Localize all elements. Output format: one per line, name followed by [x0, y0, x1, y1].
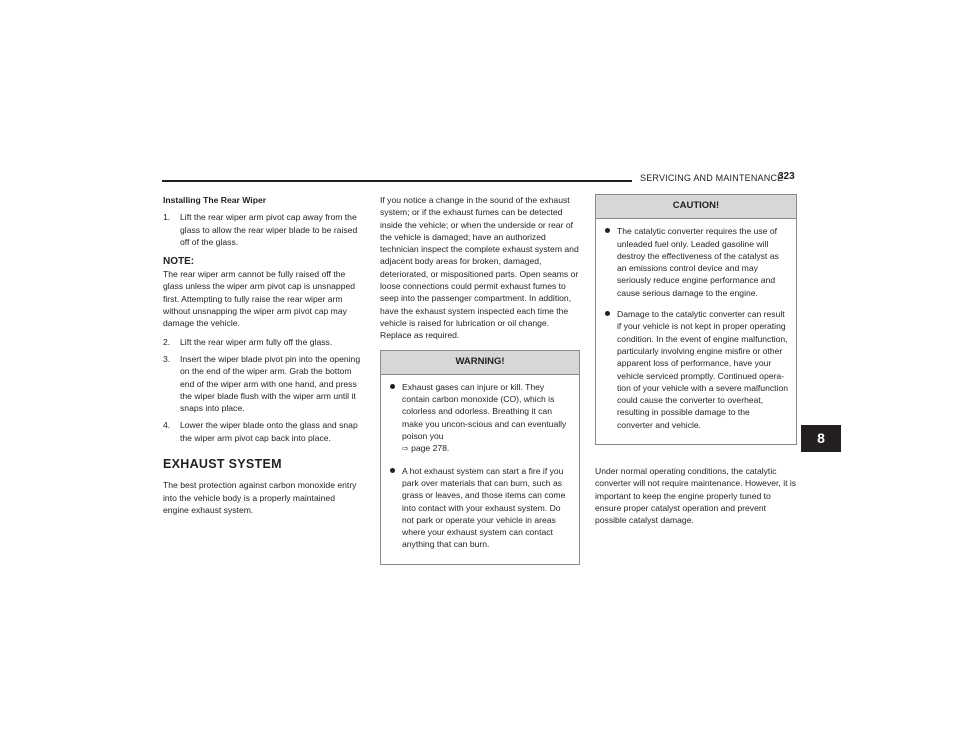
- steps-list-part2: [163, 336, 363, 444]
- header-rule: [162, 180, 632, 182]
- steps-list-part1: [163, 211, 363, 248]
- warning-title: WARNING!: [381, 351, 579, 375]
- warning-box: [380, 350, 580, 565]
- column-right: [595, 194, 797, 533]
- step-number: 3.: [163, 353, 171, 364]
- warning-item: [389, 465, 571, 551]
- column-left: [163, 194, 363, 522]
- caution-title: CAUTION!: [596, 195, 796, 219]
- section-title-exhaust-system: EXHAUST SYSTEM: [163, 457, 282, 472]
- warning-list: [381, 375, 579, 564]
- page-number: 323: [778, 171, 795, 182]
- caution-item: [604, 308, 788, 431]
- bullet-icon: [390, 468, 395, 473]
- step-number: 4.: [163, 420, 171, 431]
- running-header-title: SERVICING AND MAINTENANCE: [640, 173, 784, 183]
- note-label: NOTE:: [163, 256, 195, 268]
- warning-item: [389, 381, 571, 456]
- step-number: 2.: [163, 336, 171, 347]
- warning-item-text: A hot exhaust system can start a fire if you park over materials that can burn, such as grass or leaves, and those items can come into contact with your exhaust system. Do not park or operate your vehicle in areas where your exhaust system can contact anything that can burn.: [402, 465, 566, 550]
- caution-list: [596, 219, 796, 444]
- page-reference-link[interactable]: page 278.: [411, 443, 450, 454]
- chapter-tab[interactable]: 8: [801, 425, 841, 452]
- step-text: Insert the wiper blade pivot pin into the opening on the end of the wiper arm. Grab the bottom end of the wiper arm with one hand, and press the wiper blade flush with the wiper arm until it snaps into place.: [180, 353, 361, 414]
- caution-box: [595, 194, 797, 445]
- step-text: Lower the wiper blade onto the glass and snap the wiper arm pivot cap back into place.: [180, 420, 358, 443]
- step-item: [163, 353, 363, 414]
- caution-item-text: Damage to the catalytic converter can result if your vehicle is not kept in proper operating condition. In the event of engine malfunction, particularly involving engine misfire or other apparent loss of performance, have your vehicle serviced promptly. Continued opera-tion of your vehicle with a severe malfunction could cause the converter to overheat, resulting in possible damage to the converter and vehicle.: [617, 309, 789, 430]
- step-number: 1.: [163, 212, 171, 223]
- bullet-icon: [390, 384, 395, 389]
- warning-item-text: Exhaust gases can injure or kill. They contain carbon monoxide (CO), which is colorless and odorless. Breathing it can make you uncon-scious and can eventually poison you: [402, 381, 567, 442]
- step-item: [163, 336, 363, 348]
- arrow-right-icon: ⇨: [402, 444, 409, 454]
- bullet-icon: [605, 311, 610, 316]
- column-middle: [380, 194, 580, 565]
- step-text: Lift the rear wiper arm pivot cap away from the glass to allow the rear wiper blade to be raised off of the glass.: [180, 212, 358, 247]
- exhaust-inspection-paragraph: If you notice a change in the sound of the exhaust system; or if the exhaust fumes can be detected inside the vehicle; or when the underside or rear of the vehicle is damaged; have an authorized technician inspect the complete exhaust system and adjacent body areas for broken, damaged, deteriorated, or mispositioned parts. Open seams or loose connections could permit exhaust fumes to seep into the passenger compartment. In addition, have the exhaust system inspected each time the vehicle is raised for lubrication or oil change. Replace as required.: [380, 195, 579, 341]
- step-item: [163, 419, 363, 444]
- section-paragraph: The best protection against carbon monoxide entry into the vehicle body is a properly maintained engine exhaust system.: [163, 480, 357, 515]
- catalytic-converter-paragraph: Under normal operating conditions, the catalytic converter will not require maintenance. However, it is important to keep the engine properly tuned to ensure proper catalyst operation and prevent possible catalyst damage.: [595, 466, 797, 526]
- caution-item: [604, 225, 788, 299]
- caution-item-text: The catalytic converter requires the use of unleaded fuel only. Leaded gasoline will destroy the effectiveness of the catalyst as an emissions control device and may seriously reduce engine performance and cause serious damage to the engine.: [617, 226, 779, 298]
- step-text: Lift the rear wiper arm fully off the glass.: [180, 336, 333, 347]
- bullet-icon: [605, 228, 610, 233]
- note-text: The rear wiper arm cannot be fully raised off the glass unless the wiper arm pivot cap is unsnapped first. Attempting to fully raise the rear wiper arm without unsnapping the wiper arm pivot cap may damage the vehicle.: [163, 269, 356, 329]
- subheading-installing-rear-wiper: Installing The Rear Wiper: [163, 195, 267, 205]
- step-item: [163, 211, 363, 248]
